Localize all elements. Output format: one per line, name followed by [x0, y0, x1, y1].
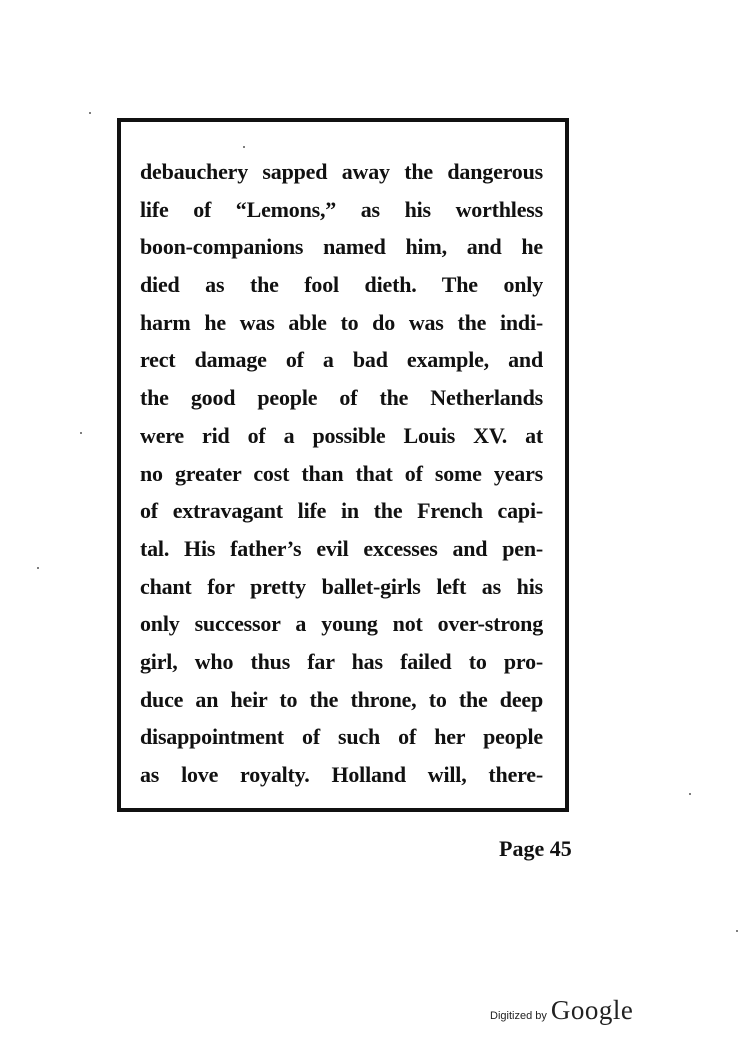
text-line: debauchery sapped away the dangerous [140, 159, 543, 184]
scan-speck [80, 432, 82, 434]
text-line: only successor a young not over-strong [140, 611, 543, 637]
text-line: chant for pretty ballet-girls left as his [140, 573, 543, 599]
body-text [140, 153, 543, 794]
text-line: were rid of a possible Louis XV. at [140, 422, 543, 448]
text-line: harm he was able to do was the indi- [140, 309, 543, 335]
text-line: boon-companions named him, and he [140, 234, 543, 260]
text-line: disappointment of such of her people [140, 724, 543, 750]
page-number: Page 45 [499, 836, 572, 861]
text-line: rect damage of a bad example, and [140, 347, 543, 373]
text-line: as love royalty. Holland will, there- [140, 762, 543, 787]
text-line: died as the fool dieth. The only [140, 272, 543, 298]
text-line: tal. His father’s evil excesses and pen- [140, 535, 543, 561]
scan-speck [89, 112, 91, 114]
text-line: life of “Lemons,” as his worthless [140, 196, 543, 222]
text-line: of extravagant life in the French capi- [140, 498, 543, 524]
scan-speck [736, 930, 738, 932]
google-logo: Google [550, 995, 634, 1025]
digitized-label: Digitized by [490, 1010, 547, 1022]
text-line: no greater cost than that of some years [140, 460, 543, 486]
text-line: the good people of the Netherlands [140, 385, 543, 411]
text-line: girl, who thus far has failed to pro- [140, 648, 543, 674]
scan-speck [37, 567, 39, 569]
text-line: duce an heir to the throne, to the deep [140, 686, 543, 712]
digitized-watermark [490, 995, 633, 1026]
scan-speck [689, 793, 691, 795]
scan-speck [243, 146, 245, 148]
